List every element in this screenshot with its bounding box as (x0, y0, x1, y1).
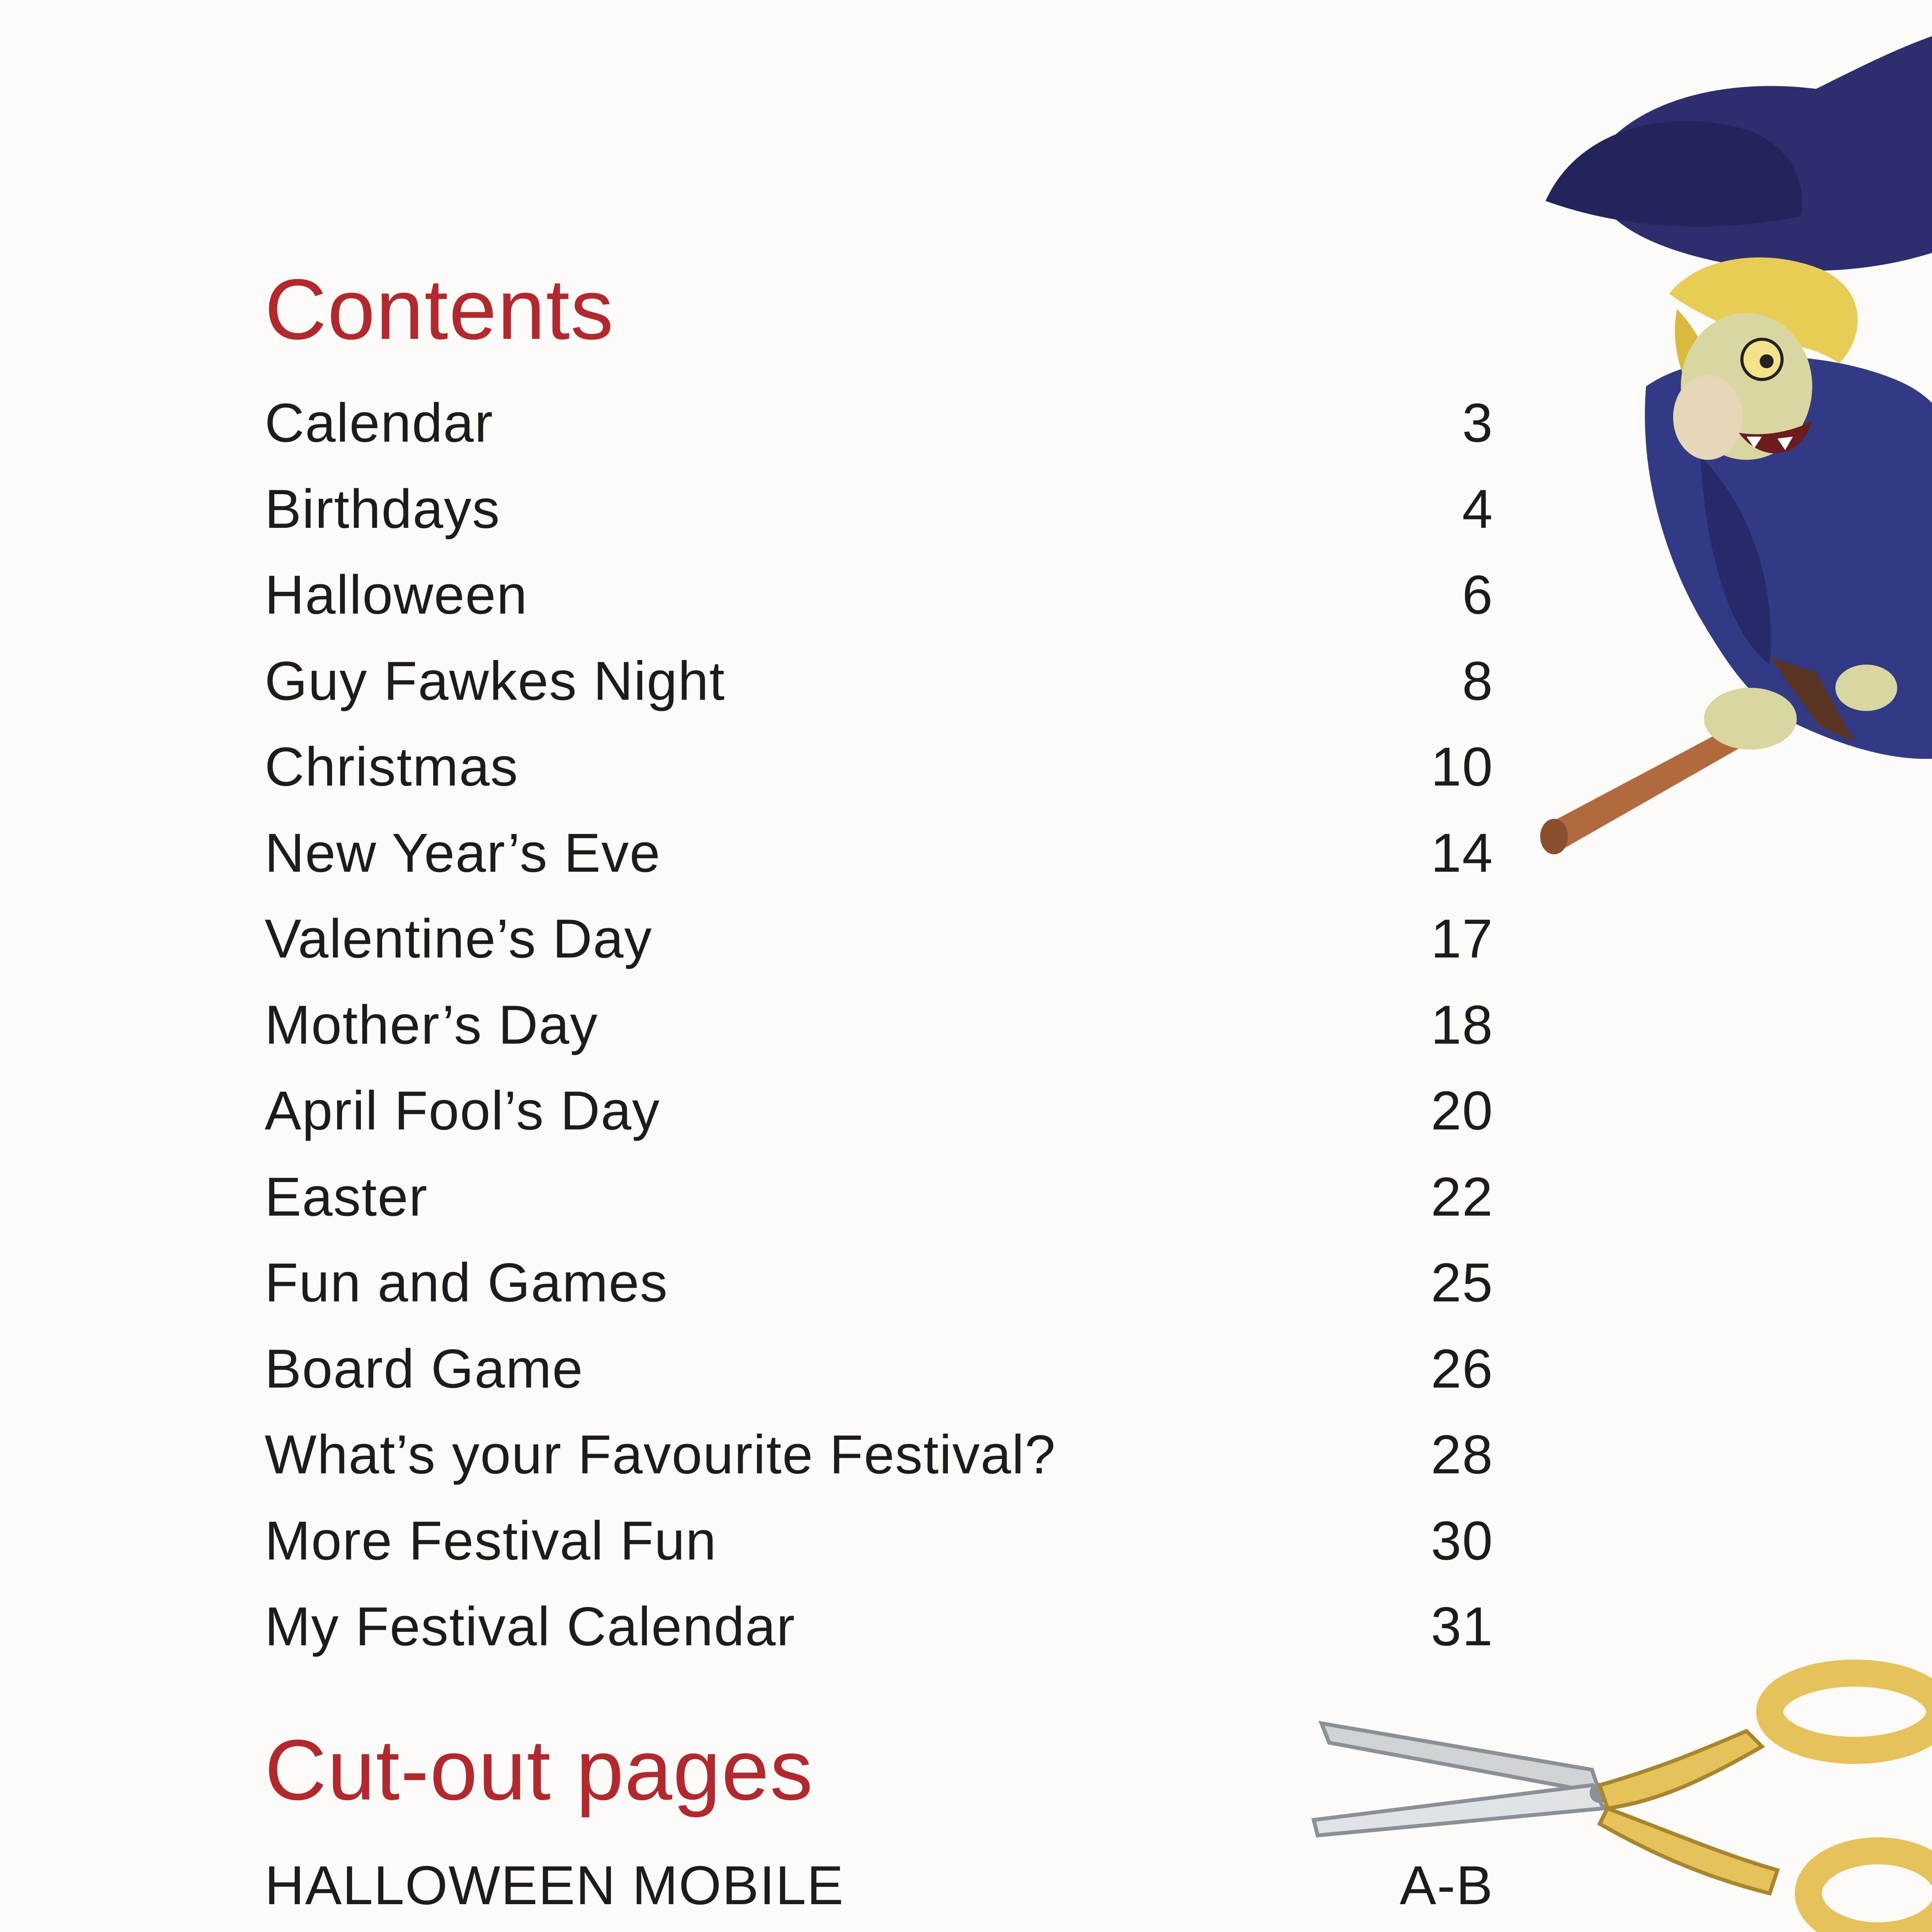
contents-entry[interactable] (265, 474, 1493, 561)
contents-entry[interactable] (265, 1248, 1493, 1334)
contents-entry-label: Calendar (265, 392, 494, 454)
contents-entry[interactable] (265, 818, 1493, 905)
contents-entry-label: Birthdays (265, 478, 500, 540)
contents-entry[interactable] (265, 560, 1493, 646)
contents-entry-page: 20 (1431, 1080, 1493, 1141)
contents-entry-page: 26 (1431, 1338, 1493, 1400)
contents-entry-page: 4 (1462, 478, 1493, 540)
contents-entry[interactable] (265, 990, 1493, 1077)
contents-entry-page: 17 (1431, 908, 1493, 969)
contents-entry-page: 10 (1431, 736, 1493, 798)
contents-entry[interactable] (265, 904, 1493, 990)
contents-entry-page: 31 (1431, 1596, 1493, 1657)
contents-entry-label: Valentine’s Day (265, 908, 653, 969)
cutout-pages-entry-label: HALLOWEEN MOBILE (265, 1855, 844, 1916)
contents-entry-label: What’s your Favourite Festival? (265, 1424, 1056, 1485)
contents-title: Contents (265, 262, 614, 357)
contents-entry-page: 30 (1431, 1510, 1493, 1571)
cutout-pages-entry-page: A-B (1400, 1855, 1493, 1916)
contents-entry-label: April Fool’s Day (265, 1080, 660, 1141)
cutout-pages-entry[interactable] (265, 1851, 1493, 1932)
contents-entry-page: 22 (1431, 1166, 1493, 1228)
contents-entry-label: Fun and Games (265, 1252, 668, 1313)
contents-entry[interactable] (265, 1334, 1493, 1420)
contents-entry[interactable] (265, 388, 1493, 474)
contents-entry-label: Easter (265, 1166, 428, 1228)
contents-entry[interactable] (265, 1162, 1493, 1248)
contents-entry-page: 18 (1431, 994, 1493, 1056)
contents-list (265, 388, 1493, 1678)
contents-entry-page: 3 (1462, 392, 1493, 454)
witch-illustration (1430, 0, 1932, 951)
contents-entry[interactable] (265, 1076, 1493, 1162)
contents-entry-page: 6 (1462, 564, 1493, 626)
contents-entry-label: Mother’s Day (265, 994, 599, 1056)
cutout-pages-list (265, 1851, 1493, 1932)
cutout-pages-title: Cut-out pages (265, 1722, 814, 1818)
contents-entry-label: Guy Fawkes Night (265, 650, 726, 712)
contents-entry[interactable] (265, 1506, 1493, 1592)
contents-entry-label: Board Game (265, 1338, 584, 1400)
contents-entry[interactable] (265, 732, 1493, 818)
contents-entry-label: New Year’s Eve (265, 822, 661, 884)
contents-entry-page: 8 (1462, 650, 1493, 712)
contents-entry-page: 25 (1431, 1252, 1493, 1313)
contents-entry-label: Halloween (265, 564, 528, 626)
contents-entry[interactable] (265, 646, 1493, 733)
contents-entry[interactable] (265, 1420, 1493, 1506)
contents-entry-page: 28 (1431, 1424, 1493, 1485)
contents-entry-label: Christmas (265, 736, 519, 798)
contents-entry-label: My Festival Calendar (265, 1596, 796, 1657)
contents-entry-page: 14 (1431, 822, 1493, 884)
contents-entry-label: More Festival Fun (265, 1510, 717, 1571)
